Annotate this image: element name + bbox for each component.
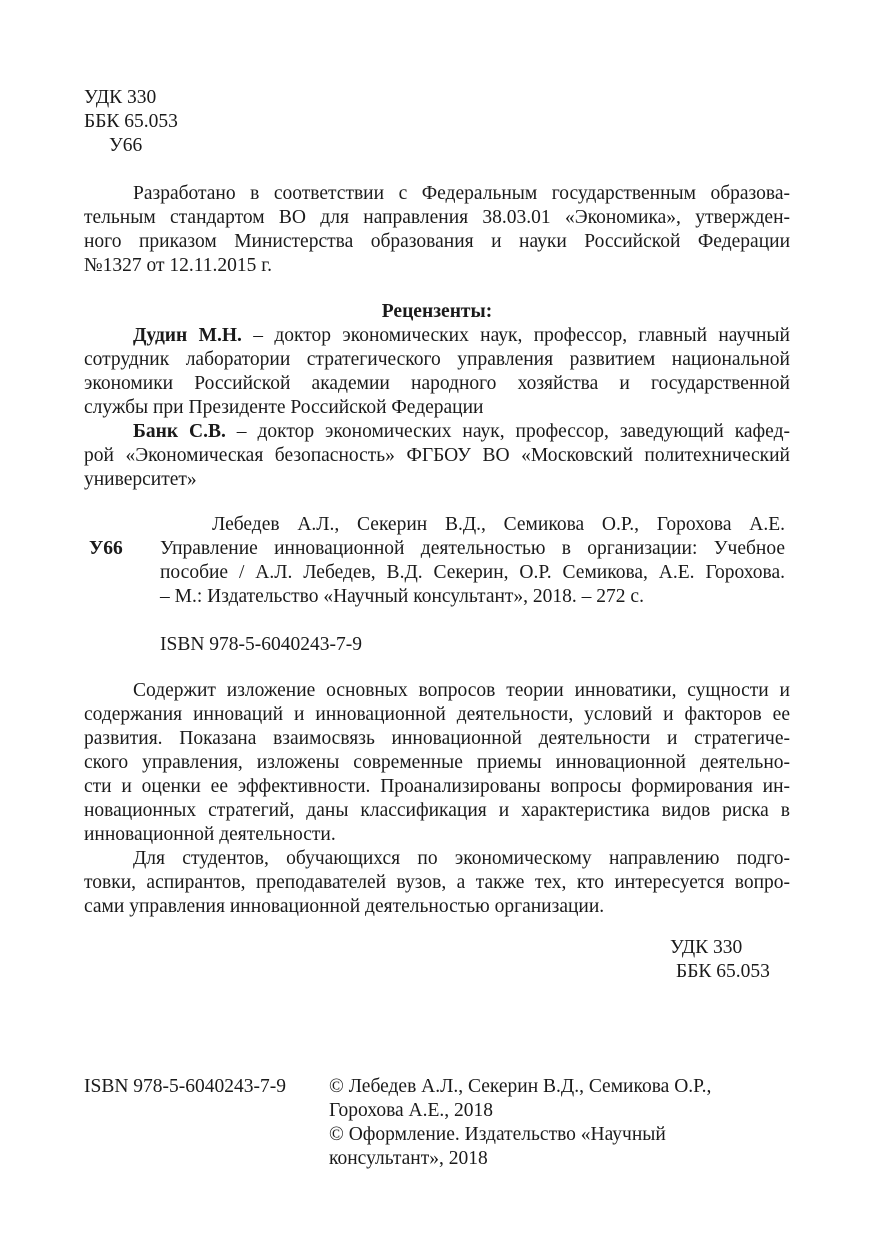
biblio-isbn: ISBN 978-5-6040243-7-9: [160, 634, 363, 655]
copyright-line: Горохова А.Е., 2018: [329, 1100, 494, 1121]
reviewer-1-line: сотрудник лаборатории стратегического управления развитием национальной: [84, 349, 790, 370]
reviewer-1-first-line: [84, 324, 790, 348]
abstract-block: [84, 679, 790, 919]
abstract-line: новационных стратегий, даны классификация и характеристика видов риска в: [84, 800, 790, 821]
abstract-line: содержания инноваций и инновационной деятельности, условий и факторов ее: [84, 704, 790, 725]
bbk-code-right: ББК 65.053: [676, 961, 770, 982]
abstract-line: ского управления, изложены современные приемы инновационной деятельно-: [84, 752, 790, 773]
reviewer-1-line: экономики Российской академии народного хозяйства и государственной: [84, 373, 790, 394]
copyright-line: © Лебедев А.Л., Секерин В.Д., Семикова О.Р.,: [329, 1076, 712, 1097]
abstract-line: развития. Показана взаимосвязь инновационной деятельности и стратегиче-: [84, 728, 790, 749]
udk-code: УДК 330: [84, 87, 157, 108]
biblio-line: – М.: Издательство «Научный консультант», 2018. – 272 с.: [160, 586, 644, 607]
footer-isbn: ISBN 978-5-6040243-7-9: [84, 1076, 287, 1097]
abstract-line: Содержит изложение основных вопросов теории инноватики, сущности и: [133, 680, 790, 701]
udk-code-right: УДК 330: [670, 937, 743, 958]
abstract-line: сти и оценки ее эффективности. Проанализированы вопросы формирования ин-: [84, 776, 790, 797]
reviewer-2-name: Банк С.В.: [133, 421, 226, 442]
reviewer-1-name: Дудин М.Н.: [133, 325, 242, 346]
biblio-record: [160, 513, 785, 657]
biblio-authors: Лебедев А.Л., Секерин В.Д., Семикова О.Р., Горохова А.Е.: [212, 514, 785, 535]
copyright-block: [329, 1075, 711, 1171]
reviewer-2-line: университет»: [84, 469, 197, 490]
reviewer-1-line: службы при Президенте Российской Федерации: [84, 397, 484, 418]
abstract-line: инновационной деятельности.: [84, 824, 336, 845]
reviewer-1-desc: – доктор экономических наук, профессор, главный научный: [241, 325, 790, 346]
standard-note: [84, 182, 790, 278]
reviewers-block: [84, 300, 790, 492]
reviewer-2-first-line: [84, 420, 790, 444]
classification-right: [670, 936, 770, 984]
reviewers-heading: Рецензенты:: [381, 301, 493, 322]
copyright-line: © Оформление. Издательство «Научный: [329, 1124, 666, 1145]
classification-block: [84, 86, 178, 158]
abstract-line: сами управления инновационной деятельностью организации.: [84, 896, 605, 917]
standard-note-line: №1327 от 12.11.2015 г.: [84, 255, 272, 276]
standard-note-line: Разработано в соответствии с Федеральным государственным образова-: [133, 183, 790, 204]
abstract-line: Для студентов, обучающихся по экономическому направлению подго-: [133, 848, 790, 869]
copyright-line: консультант», 2018: [329, 1148, 488, 1169]
reviewer-2-line: рой «Экономическая безопасность» ФГБОУ ВО «Московский политехнический: [84, 445, 790, 466]
standard-note-line: тельным стандартом ВО для направления 38.03.01 «Экономика», утвержден-: [84, 207, 790, 228]
biblio-line: Управление инновационной деятельностью в организации: Учебное: [160, 538, 785, 559]
author-mark: У66: [109, 135, 143, 156]
biblio-mark: У66: [89, 538, 123, 559]
reviewer-2-desc: – доктор экономических наук, профессор, заведующий кафед-: [225, 421, 790, 442]
biblio-line: пособие / А.Л. Лебедев, В.Д. Секерин, О.Р. Семикова, А.Е. Горохова.: [160, 562, 785, 583]
bbk-code: ББК 65.053: [84, 111, 178, 132]
standard-note-line: ного приказом Министерства образования и науки Российской Федерации: [84, 231, 790, 252]
abstract-line: товки, аспирантов, преподавателей вузов, а также тех, кто интересуется вопро-: [84, 872, 790, 893]
